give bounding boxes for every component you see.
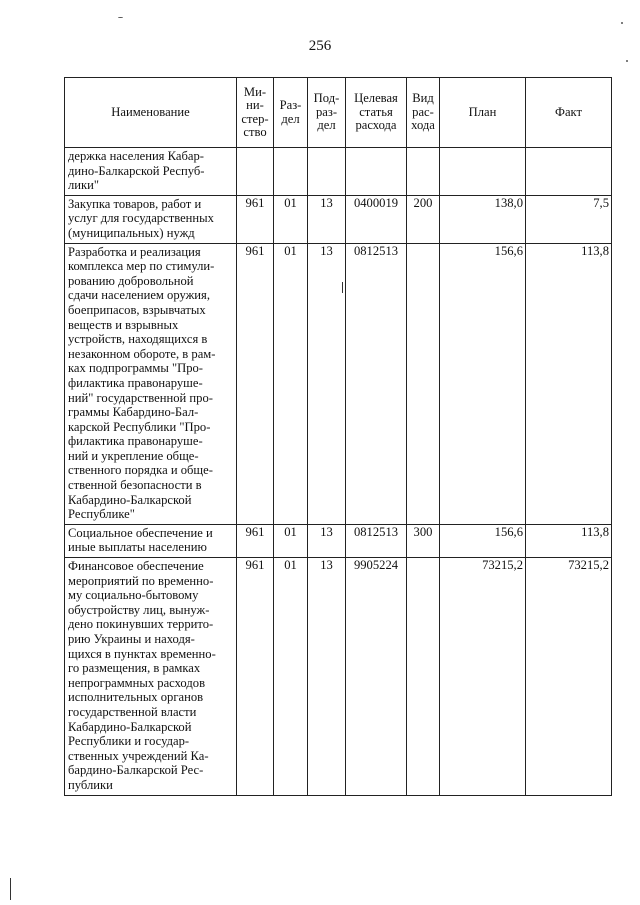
- row-target-article: 0400019: [346, 195, 407, 243]
- row-target-article: 0812513: [346, 243, 407, 524]
- header-ministry: Ми- ни- стер- ство: [237, 78, 274, 148]
- page-number: 256: [308, 38, 332, 54]
- row-plan: 73215,2: [440, 558, 526, 796]
- table-header-row: [65, 78, 612, 148]
- row-name: Финансовое обеспечение мероприятий по временно- му социально-бытовому обустройству лиц, вынуж- дено покинувших террито- рию Украины и находя- щихся в пунктах временно- го размещения, в рамках непрограммных расходов исполнительных органов государственной власти Кабардино-Балкарской Республики и государ- ственных учреждений Ка- бардино-Балкарской Рес- публики: [65, 558, 237, 796]
- header-fact: Факт: [526, 78, 612, 148]
- row-plan: 138,0: [440, 195, 526, 243]
- row-name: Закупка товаров, работ и услуг для государственных (муниципальных) нужд: [65, 195, 237, 243]
- row-expense-type: 300: [407, 524, 440, 557]
- header-plan: План: [440, 78, 526, 148]
- row-ministry: 961: [237, 195, 274, 243]
- row-ministry: [237, 148, 274, 196]
- scan-speck: [626, 60, 628, 62]
- row-name: держка населения Кабар- дино-Балкарской Респуб- лики": [65, 148, 237, 196]
- row-expense-type: [407, 148, 440, 196]
- row-fact: 113,8: [526, 243, 612, 524]
- row-fact: 7,5: [526, 195, 612, 243]
- row-fact: [526, 148, 612, 196]
- header-name: Наименование: [65, 78, 237, 148]
- budget-table: [64, 77, 612, 796]
- row-ministry: 961: [237, 524, 274, 557]
- row-expense-type: [407, 558, 440, 796]
- row-subsection: 13: [308, 243, 346, 524]
- row-subsection: 13: [308, 524, 346, 557]
- header-section: Раз- дел: [274, 78, 308, 148]
- row-plan: 156,6: [440, 243, 526, 524]
- table-row: [65, 558, 612, 796]
- row-section: 01: [274, 243, 308, 524]
- scan-speck: [10, 878, 11, 900]
- row-ministry: 961: [237, 558, 274, 796]
- row-fact: 113,8: [526, 524, 612, 557]
- header-subsection: Под- раз- дел: [308, 78, 346, 148]
- table-row: [65, 195, 612, 243]
- row-ministry: 961: [237, 243, 274, 524]
- row-target-article: 9905224: [346, 558, 407, 796]
- row-name: Социальное обеспечение и иные выплаты населению: [65, 524, 237, 557]
- row-target-article: 0812513: [346, 524, 407, 557]
- table-row: [65, 524, 612, 557]
- header-target-article: Целевая статья расхода: [346, 78, 407, 148]
- row-plan: 156,6: [440, 524, 526, 557]
- row-target-article: [346, 148, 407, 196]
- row-section: [274, 148, 308, 196]
- row-section: 01: [274, 524, 308, 557]
- row-subsection: 13: [308, 558, 346, 796]
- row-plan: [440, 148, 526, 196]
- scan-speck: [621, 22, 623, 24]
- row-name: Разработка и реализация комплекса мер по стимули- рованию добровольной сдачи населением оружия, боеприпасов, взрывчатых веществ и взрывных устройств, находящихся в незаконном обороте, в рам- ках подпрограммы "Про- филактика правонаруше- ний" государственной про- граммы Кабардино-Бал- карской Республики "Про- филактика правонаруше- ний и укрепление обще- ственного порядка и обще- ственной безопасности в Кабардино-Балкарской Республике": [65, 243, 237, 524]
- row-section: 01: [274, 195, 308, 243]
- scan-speck: [118, 17, 123, 18]
- table-row: [65, 243, 612, 524]
- row-fact: 73215,2: [526, 558, 612, 796]
- row-section: 01: [274, 558, 308, 796]
- row-expense-type: [407, 243, 440, 524]
- row-expense-type: 200: [407, 195, 440, 243]
- header-expense-type: Вид рас- хода: [407, 78, 440, 148]
- row-subsection: [308, 148, 346, 196]
- table-row: [65, 148, 612, 196]
- row-subsection: 13: [308, 195, 346, 243]
